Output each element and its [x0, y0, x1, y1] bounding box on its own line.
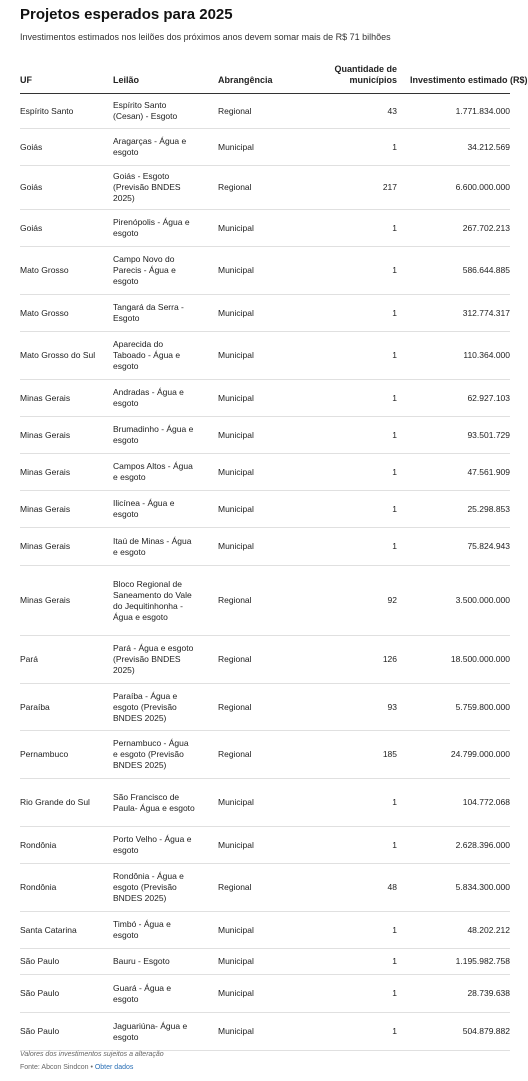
cell-investimento: 28.739.638 — [467, 988, 510, 998]
cell-abrangencia: Regional — [218, 882, 252, 892]
cell-investimento: 24.799.000.000 — [450, 749, 510, 759]
cell-uf: Santa Catarina — [20, 924, 77, 935]
cell-quantidade: 1 — [392, 956, 397, 966]
source-text: Fonte: Abcon Sindcon — [20, 1064, 89, 1071]
cell-investimento: 25.298.853 — [467, 503, 510, 514]
cell-leilao: Itaú de Minas - Água e esgoto — [113, 535, 192, 557]
table-row — [20, 129, 510, 166]
cell-leilao: Tangará da Serra - Esgoto — [113, 302, 184, 323]
cell-investimento: 1.771.834.000 — [455, 105, 510, 116]
cell-uf: São Paulo — [20, 956, 60, 966]
cell-uf: Minas Gerais — [20, 429, 71, 440]
table-row — [20, 779, 510, 827]
cell-leilao: Aparecida do Taboado - Água e esgoto — [113, 339, 181, 371]
cell-quantidade: 48 — [387, 882, 397, 892]
cell-leilao: Goiás - Esgoto (Previsão BNDES 2025) — [113, 171, 181, 203]
cell-investimento: 75.824.943 — [467, 541, 510, 551]
cell-quantidade: 185 — [382, 749, 397, 759]
cell-quantidade: 1 — [392, 1026, 397, 1036]
cell-uf: Pernambuco — [20, 749, 69, 759]
cell-uf: Minas Gerais — [20, 392, 71, 403]
cell-quantidade: 1 — [392, 839, 397, 850]
cell-investimento: 104.772.068 — [462, 797, 510, 807]
cell-uf: Mato Grosso — [20, 265, 69, 275]
cell-abrangencia: Municipal — [218, 307, 254, 318]
cell-leilao: Brumadinho - Água e esgoto — [113, 424, 194, 445]
table-row — [20, 94, 510, 129]
table-row — [20, 210, 510, 247]
cell-leilao: Guará - Água e esgoto — [113, 982, 172, 1004]
cell-uf: Goiás — [20, 222, 43, 233]
cell-quantidade: 1 — [392, 541, 397, 551]
cell-leilao: Campos Altos - Água e esgoto — [113, 461, 193, 482]
table-row — [20, 380, 510, 417]
cell-abrangencia: Regional — [218, 105, 252, 116]
cell-investimento: 48.202.212 — [467, 924, 510, 935]
cell-investimento: 93.501.729 — [467, 429, 510, 440]
cell-leilao: Bloco Regional de Saneamento do Vale do Jequitinhonha - Água e esgoto — [113, 578, 192, 622]
cell-abrangencia: Municipal — [218, 392, 254, 403]
cell-quantidade: 1 — [392, 265, 397, 275]
table-row — [20, 684, 510, 731]
table-row — [20, 864, 510, 912]
cell-abrangencia: Regional — [218, 654, 252, 664]
cell-uf: Espírito Santo — [20, 105, 74, 116]
cell-quantidade: 93 — [387, 701, 397, 712]
cell-uf: São Paulo — [20, 988, 60, 998]
cell-quantidade: 1 — [392, 350, 397, 360]
cell-abrangencia: Municipal — [218, 988, 254, 998]
cell-quantidade: 1 — [392, 924, 397, 935]
cell-quantidade: 1 — [392, 503, 397, 514]
cell-uf: Rio Grande do Sul — [20, 797, 90, 807]
cell-abrangencia: Regional — [218, 749, 252, 759]
cell-abrangencia: Municipal — [218, 503, 254, 514]
cell-uf: Rondônia — [20, 839, 57, 850]
cell-uf: Goiás — [20, 141, 43, 152]
cell-quantidade: 1 — [392, 392, 397, 403]
cell-leilao: São Francisco de Paula- Água e esgoto — [113, 791, 195, 813]
cell-investimento: 312.774.317 — [462, 307, 510, 318]
table-row — [20, 949, 510, 975]
column-header-uf[interactable]: UF — [20, 75, 32, 85]
cell-uf: Minas Gerais — [20, 541, 71, 551]
cell-uf: Pará — [20, 654, 38, 664]
cell-investimento: 34.212.569 — [467, 141, 510, 152]
cell-quantidade: 217 — [382, 182, 397, 192]
table-row — [20, 528, 510, 566]
cell-abrangencia: Regional — [218, 595, 252, 605]
table-row — [20, 975, 510, 1013]
cell-leilao: Espírito Santo (Cesan) - Esgoto — [113, 100, 178, 121]
get-data-link[interactable]: Obter dados — [94, 1064, 134, 1071]
cell-abrangencia: Regional — [218, 182, 252, 192]
cell-leilao: Pirenópolis - Água e esgoto — [113, 217, 190, 238]
cell-investimento: 504.879.882 — [462, 1026, 510, 1036]
cell-abrangencia: Municipal — [218, 429, 254, 440]
cell-quantidade: 43 — [387, 105, 397, 116]
column-header-abrangencia[interactable]: Abrangência — [218, 75, 273, 85]
source-separator: • — [88, 1064, 95, 1071]
column-header-leilao[interactable]: Leilão — [113, 75, 140, 85]
table-row — [20, 731, 510, 779]
cell-abrangencia: Municipal — [218, 350, 254, 360]
cell-abrangencia: Municipal — [218, 222, 254, 233]
cell-abrangencia: Municipal — [218, 839, 254, 850]
footer-note: Valores dos investimentos sujeitos a alteração — [20, 1051, 164, 1058]
cell-leilao: Bauru - Esgoto — [113, 956, 170, 966]
cell-investimento: 1.195.982.758 — [455, 956, 510, 966]
cell-uf: Goiás — [20, 182, 43, 192]
datawrapper-table-card — [20, 0, 528, 1081]
cell-leilao: Jaguariúna- Água e esgoto — [113, 1020, 188, 1042]
cell-abrangencia: Municipal — [218, 466, 254, 477]
cell-uf: Rondônia — [20, 882, 57, 892]
cell-abrangencia: Municipal — [218, 541, 254, 551]
cell-investimento: 110.364.000 — [463, 350, 510, 360]
cell-quantidade: 1 — [392, 222, 397, 233]
cell-abrangencia: Municipal — [218, 956, 254, 966]
cell-quantidade: 1 — [392, 466, 397, 477]
column-header-quantidade[interactable]: Quantidade de municípios — [334, 64, 397, 85]
cell-uf: Minas Gerais — [20, 595, 71, 605]
cell-investimento: 47.561.909 — [467, 466, 510, 477]
cell-abrangencia: Municipal — [218, 265, 254, 275]
cell-quantidade: 1 — [392, 429, 397, 440]
table-row — [20, 295, 510, 332]
cell-uf: São Paulo — [20, 1026, 60, 1036]
table-row — [20, 454, 510, 491]
cell-leilao: Campo Novo do Parecis - Água e esgoto — [113, 254, 176, 286]
cell-uf: Minas Gerais — [20, 503, 71, 514]
table-row — [20, 912, 510, 949]
page-subtitle: Investimentos estimados nos leilões dos próximos anos devem somar mais de R$ 71 bilhões — [20, 32, 391, 42]
table-row — [20, 1013, 510, 1051]
cell-abrangencia: Municipal — [218, 141, 254, 152]
cell-investimento: 5.759.800.000 — [455, 701, 510, 712]
cell-quantidade: 92 — [387, 595, 397, 605]
cell-abrangencia: Regional — [218, 701, 252, 712]
cell-leilao: Pará - Água e esgoto (Previsão BNDES 2025) — [113, 643, 194, 675]
cell-uf: Paraíba — [20, 701, 50, 712]
cell-leilao: Andradas - Água e esgoto — [113, 387, 184, 408]
table-row — [20, 166, 510, 210]
cell-leilao: Ilicínea - Água e esgoto — [113, 498, 175, 519]
cell-leilao: Porto Velho - Água e esgoto — [113, 834, 192, 855]
cell-investimento: 6.600.000.000 — [455, 182, 510, 192]
table-row — [20, 332, 510, 380]
cell-investimento: 62.927.103 — [467, 392, 510, 403]
cell-investimento: 2.628.396.000 — [455, 839, 510, 850]
table-row — [20, 491, 510, 528]
table-row — [20, 417, 510, 454]
cell-abrangencia: Municipal — [218, 1026, 254, 1036]
cell-quantidade: 1 — [392, 988, 397, 998]
cell-leilao: Aragarças - Água e esgoto — [113, 136, 187, 157]
footer-source — [20, 1064, 133, 1071]
table-row — [20, 247, 510, 295]
projects-table — [20, 60, 528, 1051]
page-title: Projetos esperados para 2025 — [20, 6, 233, 23]
cell-abrangencia: Municipal — [218, 797, 254, 807]
cell-investimento: 3.500.000.000 — [455, 595, 510, 605]
table-row — [20, 636, 510, 684]
cell-investimento: 5.834.300.000 — [455, 882, 510, 892]
cell-investimento: 267.702.213 — [462, 222, 510, 233]
cell-investimento: 18.500.000.000 — [450, 654, 510, 664]
cell-uf: Minas Gerais — [20, 466, 71, 477]
cell-uf: Mato Grosso do Sul — [20, 350, 96, 360]
cell-quantidade: 126 — [382, 654, 397, 664]
cell-leilao: Pernambuco - Água e esgoto (Previsão BNDES 2025) — [113, 738, 189, 770]
column-header-investimento[interactable]: Investimento estimado (R$) — [410, 75, 528, 85]
table-row — [20, 827, 510, 864]
table-header — [20, 60, 528, 94]
table-body — [20, 94, 510, 1051]
cell-uf: Mato Grosso — [20, 307, 69, 318]
cell-leilao: Timbó - Água e esgoto — [113, 919, 171, 940]
cell-quantidade: 1 — [392, 307, 397, 318]
cell-quantidade: 1 — [392, 141, 397, 152]
cell-investimento: 586.644.885 — [462, 265, 510, 275]
table-row — [20, 566, 510, 636]
cell-leilao: Rondônia - Água e esgoto (Previsão BNDES 2025) — [113, 871, 184, 903]
cell-abrangencia: Municipal — [218, 924, 254, 935]
cell-leilao: Paraíba - Água e esgoto (Previsão BNDES 2025) — [113, 690, 178, 723]
cell-quantidade: 1 — [392, 797, 397, 807]
